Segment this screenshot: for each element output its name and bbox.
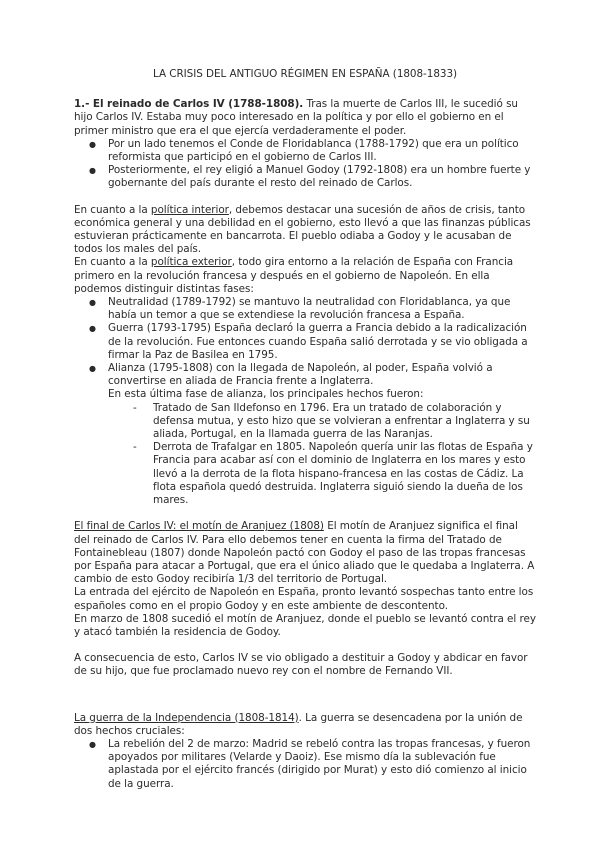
text-run: En cuanto a la [74, 203, 151, 216]
spacer [74, 639, 536, 652]
document-title: LA CRISIS DEL ANTIGUO RÉGIMEN EN ESPAÑA (1808-1833) [152, 68, 458, 80]
section1-paragraph [74, 98, 536, 138]
section3-bullets [74, 738, 536, 791]
text-run: En cuanto a la [74, 256, 151, 269]
section1-heading: 1.- El reinado de Carlos IV (1788-1808). [74, 98, 304, 111]
text-run: , debemos destacar una sucesión de años de crisis, tanto económica general y una debilidad en el gobierno, esto llevó a que las finanzas públicas estuvieran prácticamente en bancarrota. El pueblo odiaba a Godoy y le acusaban de todos los males del país. [74, 203, 531, 256]
list-item: ● La rebelión del 2 de marzo: Madrid se rebeló contra las tropas francesas, y fueron apoyados por militares (Velarde y Daoiz). Ese mismo día la sublevación fue aplastada por el ejército francés (dirigido por Murat) y esto dió comienzo al inicio de la guerra. [108, 738, 536, 791]
text-run: , todo gira entorno a la relación de España con Francia primero en la revolución francesa y después en el gobierno de Napoleón. En ella podemos distinguir distintas fases: [74, 256, 514, 295]
section2-paragraph-4: A consecuencia de esto, Carlos IV se vio obligado a destituir a Godoy y abdicar en favor de su hijo, que fue proclamado nuevo rey con el nombre de Fernando VII. [74, 652, 528, 678]
exterior-policy-paragraph [74, 256, 536, 296]
text-run: . La guerra se desencadena por la unión de dos hechos cruciales: [74, 711, 523, 737]
interior-policy-paragraph [74, 204, 536, 257]
interior-policy-term: política interior [150, 203, 229, 216]
exterior-policy-term: política exterior [150, 256, 232, 269]
phases-list [74, 296, 536, 388]
section2-paragraph-2: La entrada del ejército de Napoleón en España, pronto levantó sospechas tanto entre los españoles como en el propio Godoy y en este ambiente de descontento. [74, 586, 534, 612]
section2-heading: El final de Carlos IV: el motín de Aranjuez (1808) [74, 520, 324, 533]
list-item: ● Guerra (1793-1795) España declaró la guerra a Francia debido a la radicalización de la revolución. Fue entonces cuando España salió derrotada y se vio obligada a firmar la Paz de Basilea en 1795. [108, 322, 536, 362]
list-item: ● Alianza (1795-1808) con la llegada de Napoleón, al poder, España volvió a convertirse en aliada de Francia frente a Inglaterra. [108, 362, 536, 388]
spacer [74, 699, 536, 712]
section2-paragraph [74, 520, 536, 586]
list-item: ● Posteriormente, el rey eligió a Manuel Godoy (1792-1808) era un hombre fuerte y gobernante del país durante el resto del reinado de Carlos. [108, 164, 536, 190]
section3-heading: La guerra de la Independencia (1808-1814) [74, 711, 299, 724]
section3-paragraph [74, 712, 536, 738]
list-item: ● Por un lado tenemos el Conde de Floridablanca (1788-1792) que era un político reformista que participó en el gobierno de Carlos III. [108, 138, 536, 164]
list-item: ● Neutralidad (1789-1792) se mantuvo la neutralidad con Floridablanca, ya que había un temor a que se extendiese la revolución francesa a España. [108, 296, 536, 322]
text-run: El motín de Aranjuez significa el final del reinado de Carlos IV. Para ello debemos tener en cuenta la firma del Tratado de Fontainebleau (1807) donde Napoleón pactó con Godoy el paso de las tropas francesas por España para atacar a Portugal, que era el único aliado que le quedaba a Inglaterra. A cambio de esto Godoy recibiría 1/3 del territorio de Portugal. [74, 520, 535, 586]
spacer [74, 191, 536, 204]
section1-intro: Tras la muerte de Carlos III, le sucedió su hijo Carlos IV. Estaba muy poco interesado en la política y por ello el gobierno en el primer ministro que era el que ejercía verdaderamente el poder. [74, 98, 518, 137]
spacer [74, 507, 536, 520]
section1-bullets [74, 138, 536, 191]
alliance-intro: En esta última fase de alianza, los principales hechos fueron: [108, 388, 424, 401]
list-item: - Derrota de Trafalgar en 1805. Napoleón quería unir las flotas de España y Francia para acabar así con el dominio de Inglaterra en los mares y esto llevó a la derrota de la flota hispano-francesa en las costas de Cádiz. La flota española quedó destruida. Inglaterra siguió siendo la dueña de los mares. [153, 441, 536, 507]
alliance-facts-list [74, 402, 536, 508]
list-item: - Tratado de San Ildefonso en 1796. Era un tratado de colaboración y defensa mutua, y esto hizo que se volvieran a enfrentar a Inglaterra y su aliada, Portugal, en la llamada guerra de las Naranjas. [153, 402, 536, 442]
section2-paragraph-3: En marzo de 1808 sucedió el motín de Aranjuez, donde el pueblo se levantó contra el rey y atacó también la residencia de Godoy. [74, 612, 536, 638]
spacer [74, 679, 536, 699]
